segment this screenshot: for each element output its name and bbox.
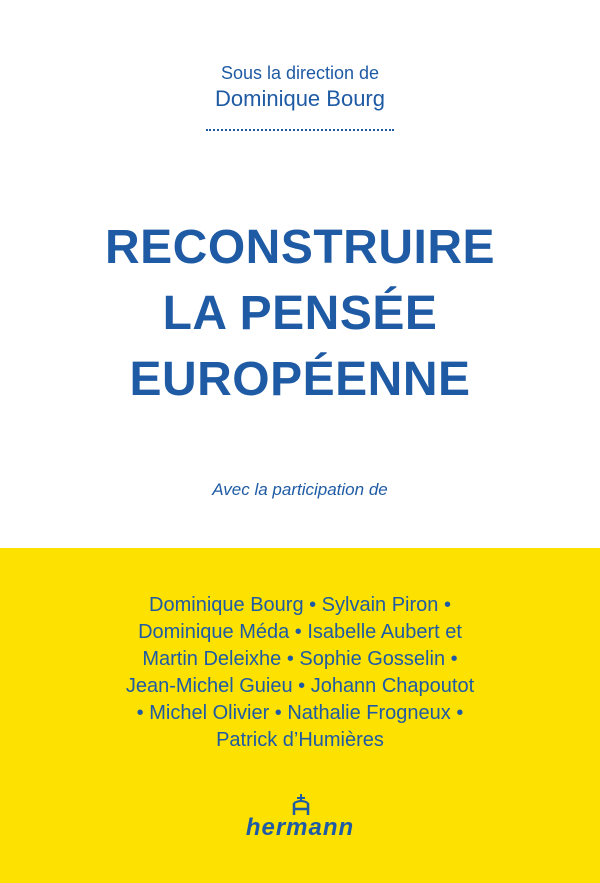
author-line: • Michel Olivier • Nathalie Frogneux • (136, 702, 464, 724)
title-line: RECONSTRUIRE (104, 221, 496, 274)
author-line: Dominique Bourg • Sylvain Piron • (149, 594, 451, 616)
hermann-h-icon (291, 794, 311, 816)
author-line: Dominique Méda • Isabelle Aubert et (138, 621, 462, 643)
title-line: EUROPÉENNE (129, 353, 471, 406)
director-name: Dominique Bourg (215, 86, 385, 111)
author-line: Patrick d’Humières (216, 729, 384, 751)
participation-label: Avec la participation de (212, 480, 388, 499)
title-line: LA PENSÉE (162, 287, 438, 340)
dotted-divider (206, 129, 394, 131)
publisher-name: hermann (245, 814, 355, 841)
book-title (0, 215, 600, 413)
author-line: Martin Deleixhe • Sophie Gosselin • (142, 648, 458, 670)
author-line: Jean-Michel Guieu • Johann Chapoutot (125, 675, 475, 697)
author-list (0, 592, 600, 754)
publisher-logo (218, 794, 382, 842)
direction-label: Sous la direction de (220, 63, 380, 83)
